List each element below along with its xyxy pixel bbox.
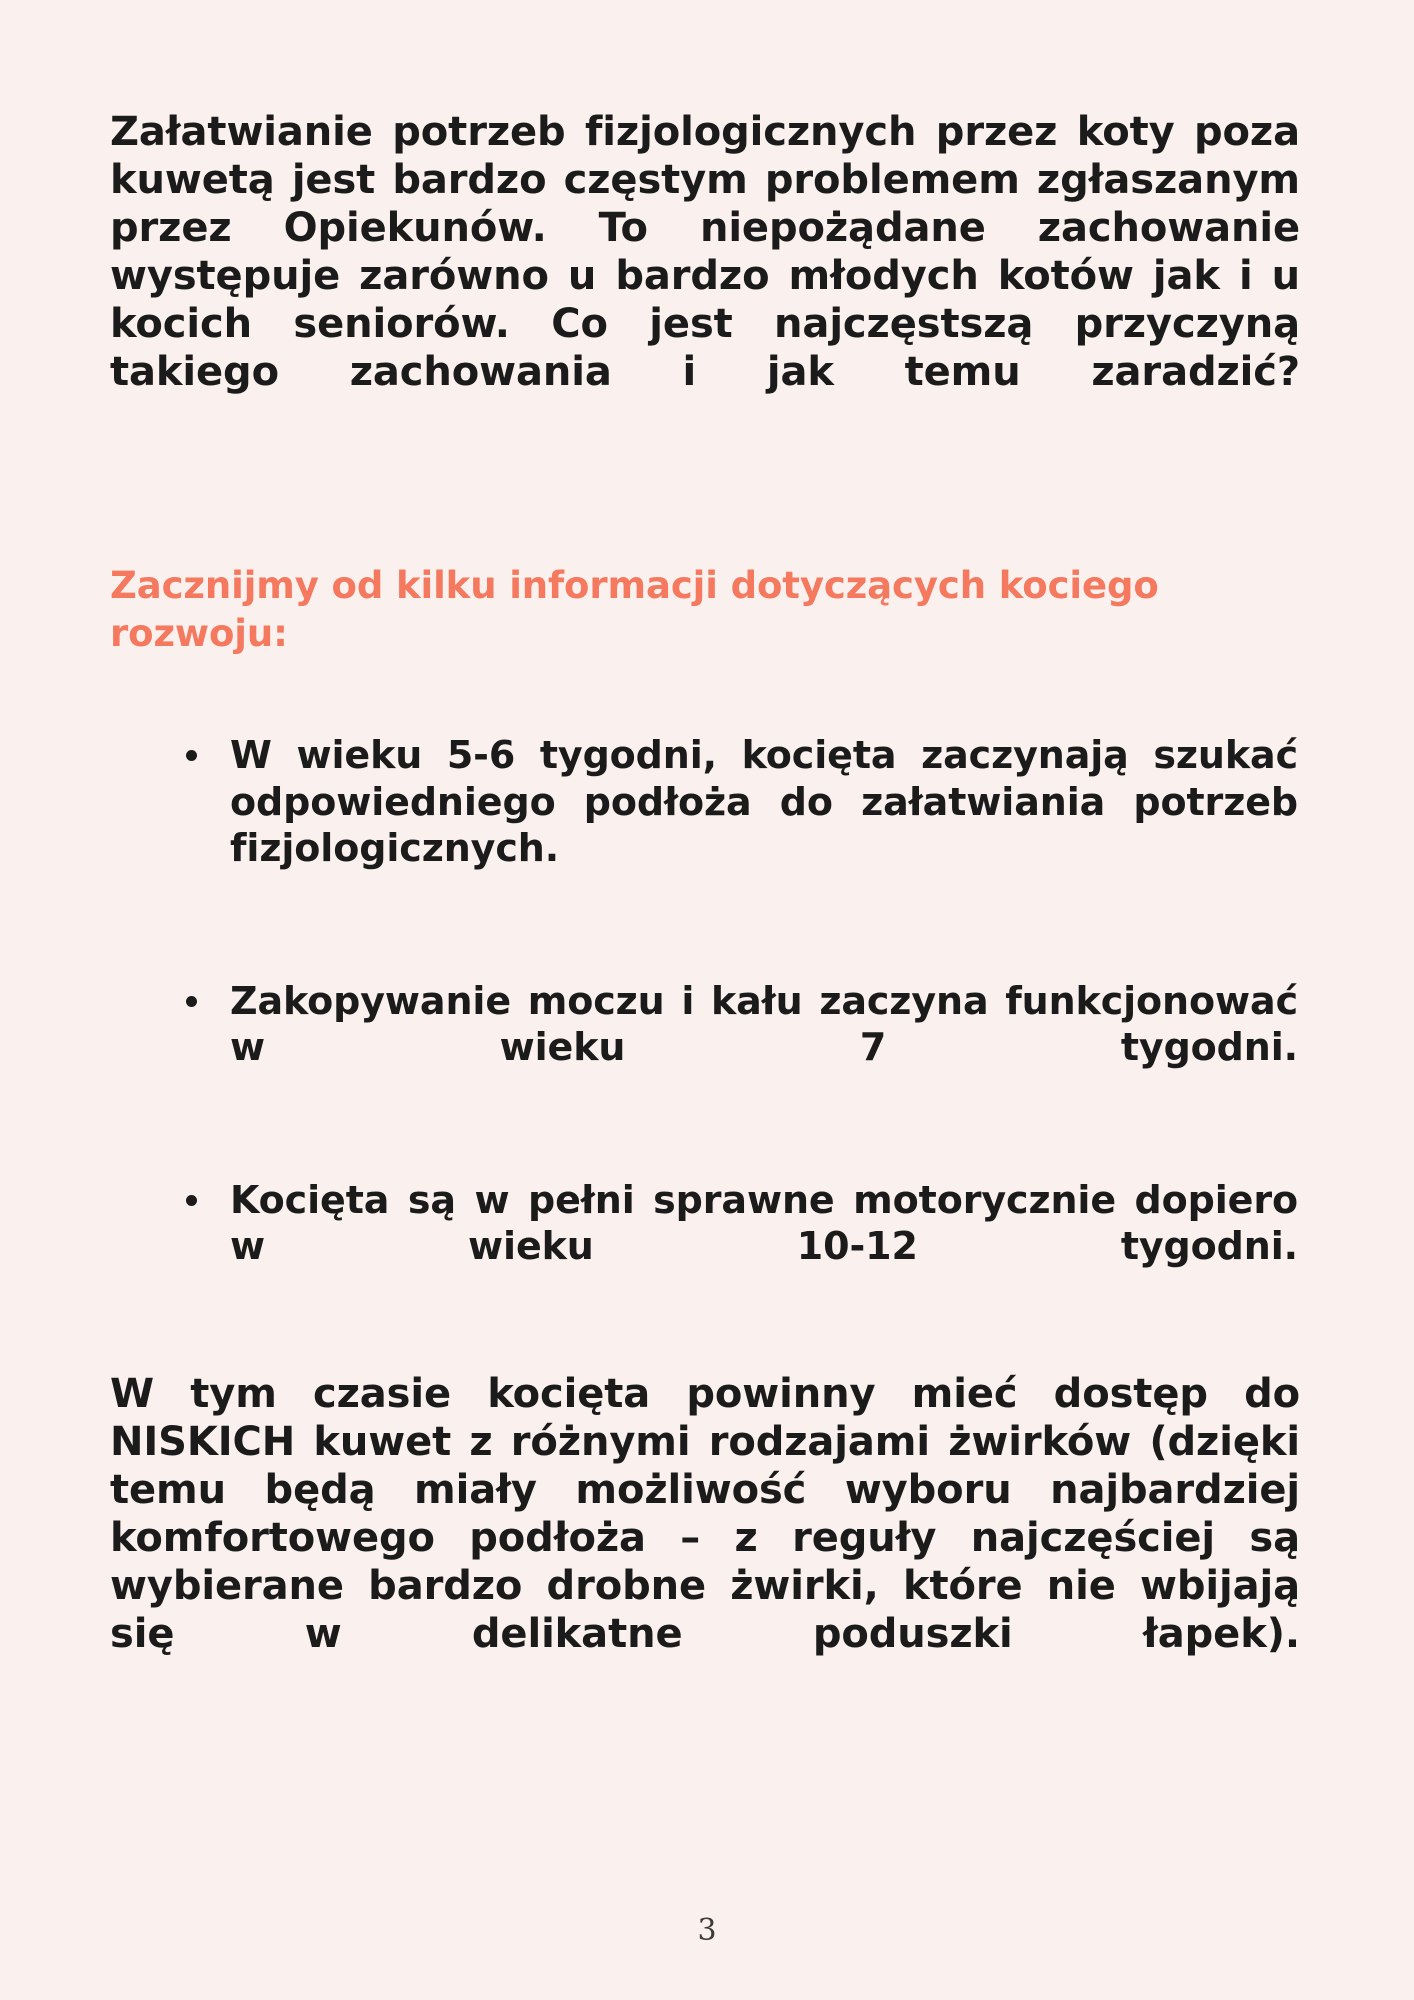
list-item-text: Zakopywanie moczu i kału zaczyna funkcjonować w wieku 7 tygodni. — [230, 978, 1298, 1069]
intro-paragraph: Załatwianie potrzeb fizjologicznych przez koty poza kuwetą jest bardzo częstym problemem zgłaszanym przez Opiekunów. To niepożądane zachowanie występuje zarówno u bardzo młodych kotów jak i u kocich seniorów. Co jest najczęstszą przyczyną takiego zachowania i jak temu zaradzić? — [110, 109, 1300, 395]
list-item — [178, 1177, 1298, 1316]
bullet-list — [178, 732, 1298, 1316]
bullet-dot-icon — [186, 750, 197, 761]
list-item-text: Kocięta są w pełni sprawne motorycznie dopiero w wieku 10-12 tygodni. — [230, 1177, 1298, 1269]
accent-heading: Zacznijmy od kilku informacji dotyczących kociego rozwoju: — [110, 564, 1159, 656]
bullet-dot-icon — [186, 996, 197, 1007]
bullet-dot-icon — [186, 1195, 197, 1206]
list-item-text: W wieku 5-6 tygodni, kocięta zaczynają szukać odpowiedniego podłoża do załatwiania potrzeb fizjologicznych. — [230, 733, 1298, 870]
list-item — [178, 732, 1298, 917]
list-item — [178, 978, 1298, 1117]
spacer — [110, 658, 1300, 732]
page-content — [110, 108, 1300, 1706]
page-number: 3 — [697, 1913, 717, 1948]
closing-paragraph: W tym czasie kocięta powinny mieć dostęp do NISKICH kuwet z różnymi rodzajami żwirków (dzięki temu będą miały możliwość wyboru najbardziej komfortowego podłoża – z reguły najczęściej są wybierane bardzo drobne żwirki, które nie wbijają się w delikatne poduszki łapek). — [110, 1370, 1300, 1657]
spacer — [110, 444, 1300, 562]
spacer — [110, 1316, 1300, 1370]
